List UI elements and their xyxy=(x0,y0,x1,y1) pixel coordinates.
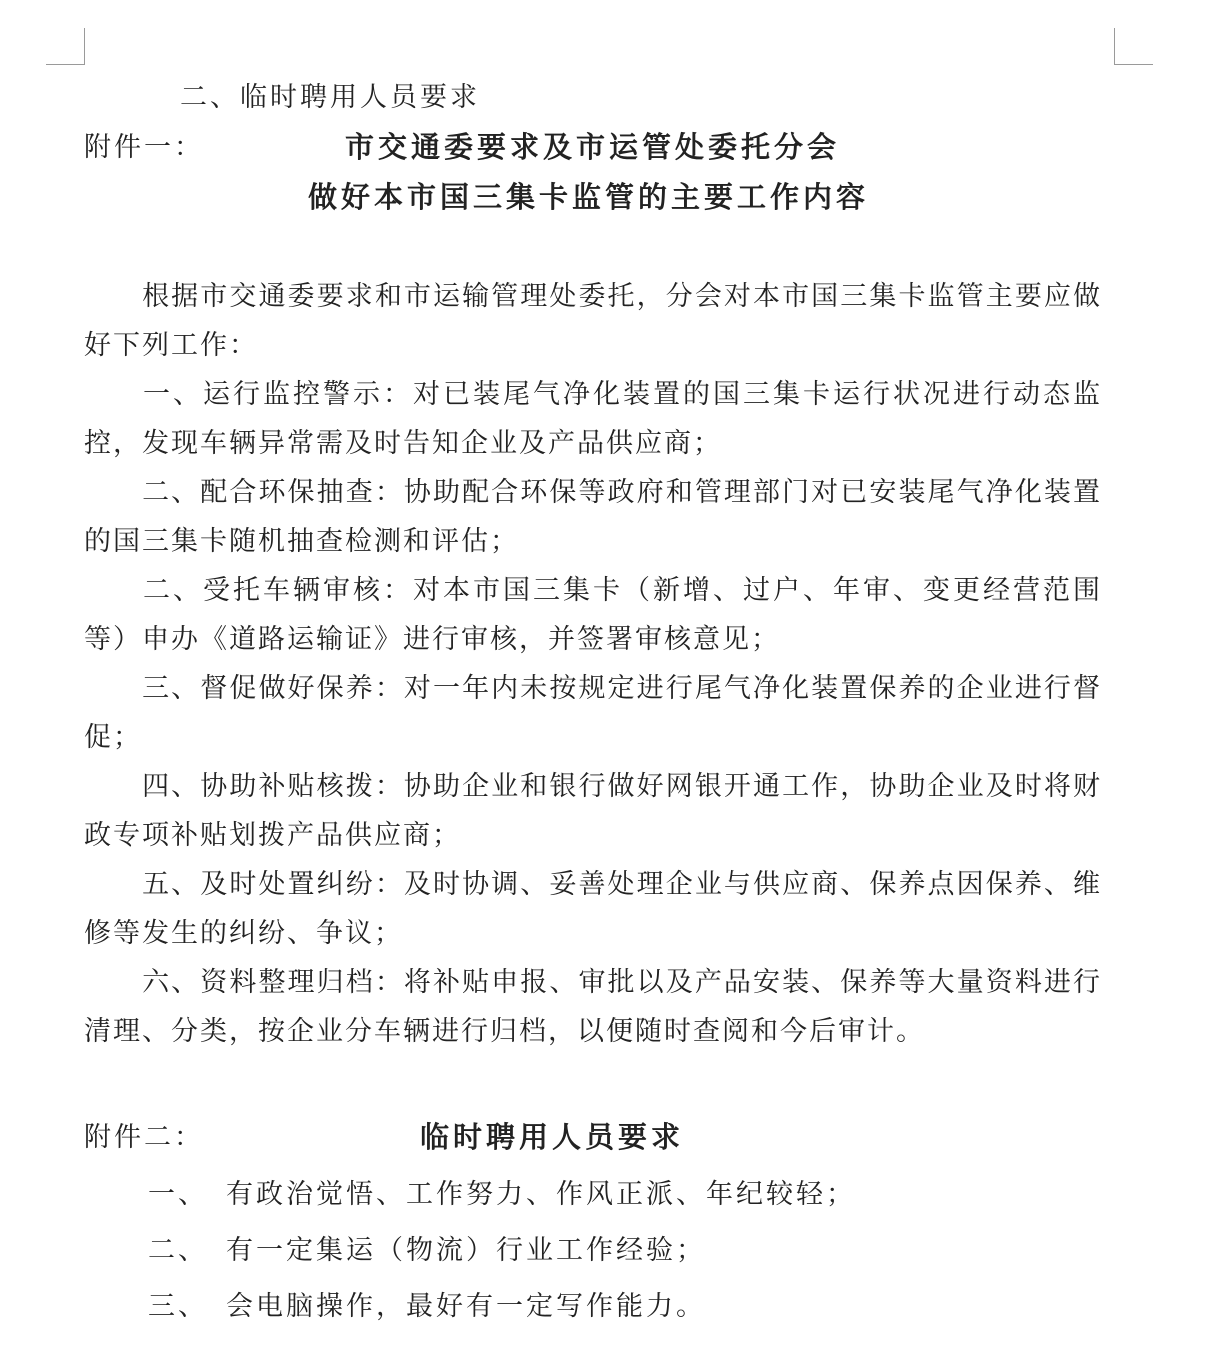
list-item: 一、运行监控警示：对已装尾气净化装置的国三集卡运行状况进行动态监控，发现车辆异常需及时告知企业及产品供应商； xyxy=(84,379,1102,459)
list-item: 三、督促做好保养：对一年内未按规定进行尾气净化装置保养的企业进行督促； xyxy=(84,673,1102,753)
list-item: 二、受托车辆审核：对本市国三集卡（新增、过户、年审、变更经营范围等）申办《道路运输证》进行审核，并签署审核意见； xyxy=(84,575,1102,655)
attachment2-label: 附件二： xyxy=(84,1122,204,1153)
attachment1-label: 附件一： xyxy=(84,132,204,163)
list-item: 六、资料整理归档：将补贴申报、审批以及产品安装、保养等大量资料进行清理、分类，按企业分车辆进行归档，以便随时查阅和今后审计。 xyxy=(84,967,1102,1047)
intro-paragraph xyxy=(84,272,1102,370)
requirement-text: 会电脑操作，最好有一定写作能力。 xyxy=(226,1291,706,1322)
attachment1-title-line2: 做好本市国三集卡监管的主要工作内容 xyxy=(308,180,870,214)
requirement-number: 三、 xyxy=(148,1291,208,1322)
requirement-text: 有一定集运（物流）行业工作经验； xyxy=(226,1235,706,1266)
requirement-number: 一、 xyxy=(148,1179,208,1210)
list-item: 四、协助补贴核拨：协助企业和银行做好网银开通工作，协助企业及时将财政专项补贴划拨产品供应商； xyxy=(84,771,1102,851)
list-item: 五、及时处置纠纷：及时协调、妥善处理企业与供应商、保养点因保养、维修等发生的纠纷、争议； xyxy=(84,869,1102,949)
top-left-corner-mark xyxy=(46,28,85,65)
list-item: 二、配合环保抽查：协助配合环保等政府和管理部门对已安装尾气净化装置的国三集卡随机抽查检测和评估； xyxy=(84,477,1102,557)
requirement-number: 二、 xyxy=(148,1235,208,1266)
header-item: 二、临时聘用人员要求 xyxy=(180,82,480,113)
work-items-list xyxy=(84,370,1102,1056)
requirement-text: 有政治觉悟、工作努力、作风正派、年纪较轻； xyxy=(226,1179,856,1210)
top-right-corner-mark xyxy=(1114,28,1153,65)
attachment2-title: 临时聘用人员要求 xyxy=(420,1120,685,1154)
attachment1-title-line1: 市交通委要求及市运管处委托分会 xyxy=(345,130,841,164)
intro-text: 根据市交通委要求和市运输管理处委托，分会对本市国三集卡监管主要应做好下列工作： xyxy=(84,281,1102,361)
